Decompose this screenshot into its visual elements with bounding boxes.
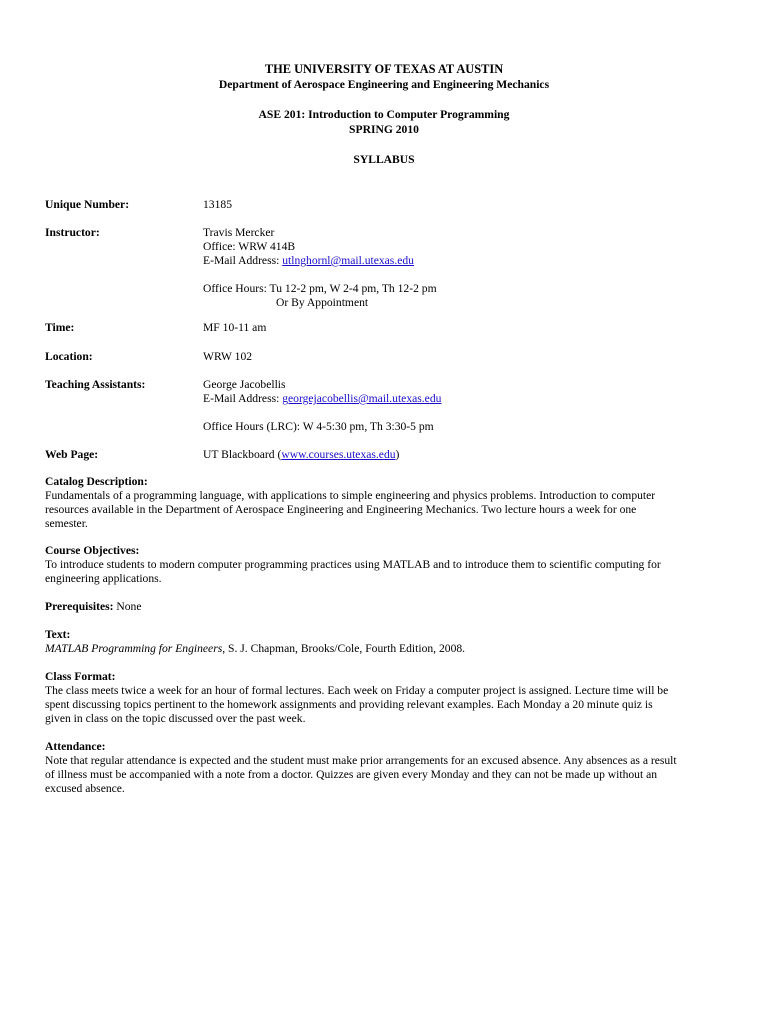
ta-name: George Jacobellis — [203, 378, 286, 391]
instructor-email-line — [203, 254, 733, 268]
text-section — [45, 628, 730, 656]
unique-number-label: Unique Number: — [45, 198, 130, 211]
university-name: THE UNIVERSITY OF TEXAS AT AUSTIN — [264, 62, 504, 76]
instructor-name: Travis Mercker — [203, 226, 275, 239]
instructor-email-prefix: E-Mail Address: — [203, 254, 283, 267]
location-value: WRW 102 — [203, 350, 253, 363]
course-objectives-title: Course Objectives: — [45, 544, 140, 557]
document-title: SYLLABUS — [353, 153, 415, 166]
instructor-label: Instructor: — [45, 226, 100, 239]
course-objectives-section — [45, 544, 730, 586]
office-hours-appointment: Or By Appointment — [276, 296, 369, 309]
ta-email-prefix: E-Mail Address: — [203, 392, 283, 405]
web-page-suffix: ) — [395, 448, 400, 461]
web-page-label: Web Page: — [45, 448, 99, 461]
ta-email-line — [203, 392, 733, 406]
unique-number-value: 13185 — [203, 198, 232, 211]
text-title: Text: — [45, 628, 71, 641]
time-value: MF 10-11 am — [203, 321, 267, 334]
class-format-section — [45, 670, 730, 726]
prerequisites-value: None — [113, 600, 142, 613]
prerequisites-title: Prerequisites: — [45, 600, 114, 613]
attendance-line-2: of illness must be accompanied with a note from a doctor. Quizzes are given every Monday and they can not be made up without an — [45, 768, 658, 781]
attendance-title: Attendance: — [45, 740, 106, 753]
attendance-section — [45, 740, 730, 796]
web-page-link[interactable]: www.courses.utexas.edu — [281, 448, 396, 461]
text-book-line — [45, 642, 730, 656]
web-page-prefix: UT Blackboard ( — [203, 448, 282, 461]
department-name: Department of Aerospace Engineering and Engineering Mechanics — [218, 78, 550, 91]
instructor-email-link[interactable]: utlnghornl@mail.utexas.edu — [282, 254, 414, 267]
term: SPRING 2010 — [349, 123, 419, 136]
office-hours: Office Hours: Tu 12-2 pm, W 2-4 pm, Th 12-2 pm — [203, 282, 437, 295]
ta-office-hours: Office Hours (LRC): W 4-5:30 pm, Th 3:30-5 pm — [203, 420, 434, 433]
instructor-details — [203, 226, 733, 310]
ta-label: Teaching Assistants: — [45, 378, 146, 391]
web-page-value — [203, 448, 733, 462]
course-objectives-line-1: To introduce students to modern computer programming practices using MATLAB and to introduce them to scientific computing for — [45, 558, 661, 571]
course-title: ASE 201: Introduction to Computer Programming — [258, 108, 510, 121]
attendance-line-1: Note that regular attendance is expected and the student must make prior arrangements for an excused absence. Any absences as a result — [45, 754, 677, 767]
class-format-line-1: The class meets twice a week for an hour of formal lectures. Each week on Friday a computer project is assigned. Lecture time will be — [45, 684, 669, 697]
catalog-description-line-3: semester. — [45, 517, 88, 530]
catalog-description-section — [45, 475, 730, 531]
class-format-title: Class Format: — [45, 670, 116, 683]
prerequisites-section — [45, 600, 730, 614]
time-label: Time: — [45, 321, 75, 334]
class-format-line-2: spent discussing topics pertinent to the homework assignments and providing relevant examples. Each Monday a 20 minute quiz is — [45, 698, 653, 711]
instructor-office: Office: WRW 414B — [203, 240, 296, 253]
catalog-description-line-2: resources available in the Department of Aerospace Engineering and Engineering Mechanics. Two lecture hours a week for one — [45, 503, 637, 516]
class-format-line-3: given in class on the topic discussed over the past week. — [45, 712, 306, 725]
ta-email-link[interactable]: georgejacobellis@mail.utexas.edu — [282, 392, 442, 405]
attendance-line-3: excused absence. — [45, 782, 125, 795]
location-label: Location: — [45, 350, 93, 363]
catalog-description-title: Catalog Description: — [45, 475, 148, 488]
catalog-description-line-1: Fundamentals of a programming language, with applications to simple engineering and physics problems. Introduction to computer — [45, 489, 656, 502]
course-objectives-line-2: engineering applications. — [45, 572, 162, 585]
text-book-title: MATLAB Programming for Engineers — [45, 642, 223, 655]
ta-details — [203, 378, 733, 434]
text-book-details: , S. J. Chapman, Brooks/Cole, Fourth Edition, 2008. — [222, 642, 466, 655]
